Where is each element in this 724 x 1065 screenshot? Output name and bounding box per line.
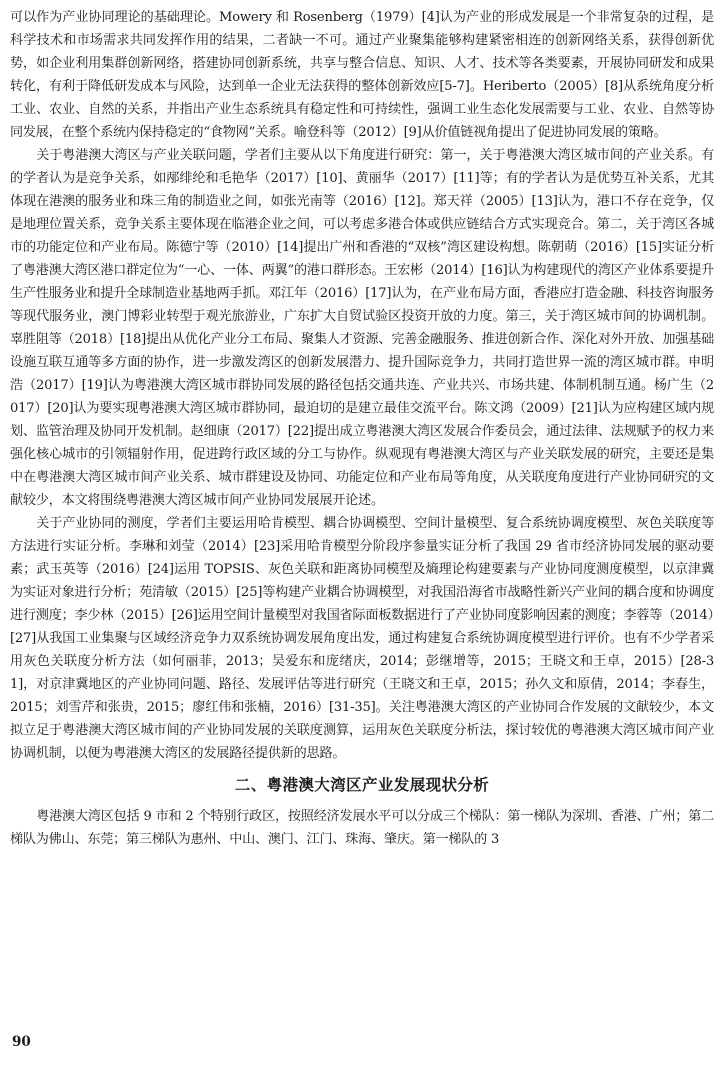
paragraph-measurement-methods: 关于产业协同的测度，学者们主要运用哈肯模型、耦合协调模型、空间计量模型、复合系统协调度模型、灰色关联度等方法进行实证分析。李琳和刘莹（2014）[23]采用哈肯模型分阶段序参量实证分析了我国 29 省市经济协同发展的驱动要素；武玉英等（2016）[24]运用 TOPSIS、灰色关联和距离协同模型及熵理论构建要素与产业协同度测度模型，以京津冀为实证对象进行分析；苑清敏（2015）[25]等构建产业耦合协调模型，对我国沿海省市战略性新兴产业间的耦合度和协调度进行测度；李少林（2015）[26]运用空间计量模型对我国省际面板数据进行了产业协同度影响因素的测度；李蓉等（2014）[27]从我国工业集聚与区域经济竞争力双系统协调发展角度出发，通过构建复合系统协调度模型进行评价。也有不少学者采用灰色关联度分析方法（如何丽菲，2013；吴爱东和庞绪庆，2014；彭继增等，2015；王晓文和王卓，2015）[28-31]，对京津冀地区的产业协同问题、路径、发展评估等进行研究（王晓文和王卓，2015；孙久文和原倩，2014；李春生，2015；刘雪芹和张贵，2015；廖红伟和张楠，2016）[31-35]。关注粤港澳大湾区的产业协同合作发展的文献较少，本文拟立足于粤港澳大湾区城市间的产业协同发展的关联度测算，运用灰色关联度分析法，探讨较优的粤港澳大湾区城市间产业协调机制，以便为粤港澳大湾区的发展路径提供新的思路。 — [10, 516, 714, 761]
page-number: 90 — [12, 1034, 31, 1050]
paragraph-industry-theory: 可以作为产业协同理论的基础理论。Mowery 和 Rosenberg（1979）[4]认为产业的形成发展是一个非常复杂的过程，是科学技术和市场需求共同发挥作用的结果，二者缺一不可。通过产业聚集能够构建紧密相连的创新网络关系，获得创新优势，如企业利用集群创新网络，搭建协同创新系统，共享与整合信息、知识、人才、技术等各类要素，开展协同研发和成果转化，有利于降低研发成本与风险，达到单一企业无法获得的整体创新效应[5-7]。Heriberto（2005）[8]从系统角度分析工业、农业、自然的关系，并指出产业生态系统具有稳定性和可持续性，强调工业生态化发展需要与工业、农业、自然等协同发展，在整个系统内保持稳定的“食物网”关系。喻登科等（2012）[9]从价值链视角提出了促进协同发展的策略。 — [10, 10, 714, 140]
paragraph-bay-area-literature: 关于粤港澳大湾区与产业关联问题，学者们主要从以下角度进行研究：第一，关于粤港澳大湾区城市间的产业关系。有的学者认为是竞争关系，如邴绯纶和毛艳华（2017）[10]、黄丽华（2017）[11]等；有的学者认为是优势互补关系，尤其体现在港澳的服务业和珠三角的制造业之间，如张光南等（2016）[12]。郑天祥（2005）[13]认为，港口不存在竞争，仅是地理位置关系，竞争关系主要体现在临港企业之间，可以考虑多港合体或供应链结合方式实现竞合。第二，关于湾区各城市的功能定位和产业布局。陈德宁等（2010）[14]提出广州和香港的“双核”湾区建设构想。陈朝萌（2016）[15]实证分析了粤港澳大湾区港口群定位为“一心、一体、两翼”的港口群形态。王宏彬（2014）[16]认为构建现代的湾区产业体系要提升生产性服务业和提升全球制造业基地两手抓。邓江年（2016）[17]认为，在产业布局方面，香港应打造金融、科技咨询服务等现代服务业，澳门博彩业转型于观光旅游业，广东扩大自贸试验区投资开放的力度。第三，关于湾区城市间的协调机制。辜胜阻等（2018）[18]提出从优化产业分工布局、聚集人才资源、完善金融服务、推进创新合作、深化对外开放、加强基础设施互联互通等多方面的协作，进一步激发湾区的创新发展潜力、提升国际竞争力，共同打造世界一流的湾区城市群。申明浩（2017）[19]认为粤港澳大湾区城市群协同发展的路径包括交通共连、产业共兴、市场共建、体制机制互通。杨广生（2017）[20]认为要实现粤港澳大湾区城市群协同，最迫切的是建立最佳交流平台。陈文鸿（2009）[21]认为应构建区域内规划、监管治理及协同开发机制。赵细康（2017）[22]提出成立粤港澳大湾区发展合作委员会，通过法律、法规赋予的权力来强化核心城市的引领辐射作用，促进跨行政区域的分工与协作。纵观现有粤港澳大湾区与产业关联发展的研究，主要还是集中在粤港澳大湾区城市间产业关系、城市群建设及协同、功能定位和产业布局等角度，从关联度角度进行产业协同研究的文献较少，本文将围绕粤港澳大湾区城市间产业协同发展展开论述。 — [10, 148, 714, 508]
section-heading: 二、粤港澳大湾区产业发展现状分析 — [234, 775, 490, 794]
paragraph-bay-area-tiers: 粤港澳大湾区包括 9 市和 2 个特别行政区，按照经济发展水平可以分成三个梯队：第一梯队为深圳、香港、广州；第二梯队为佛山、东莞；第三梯队为惠州、中山、澳门、江门、珠海、肇庆。第一梯队的 3 — [10, 809, 714, 847]
page-body — [10, 6, 714, 851]
